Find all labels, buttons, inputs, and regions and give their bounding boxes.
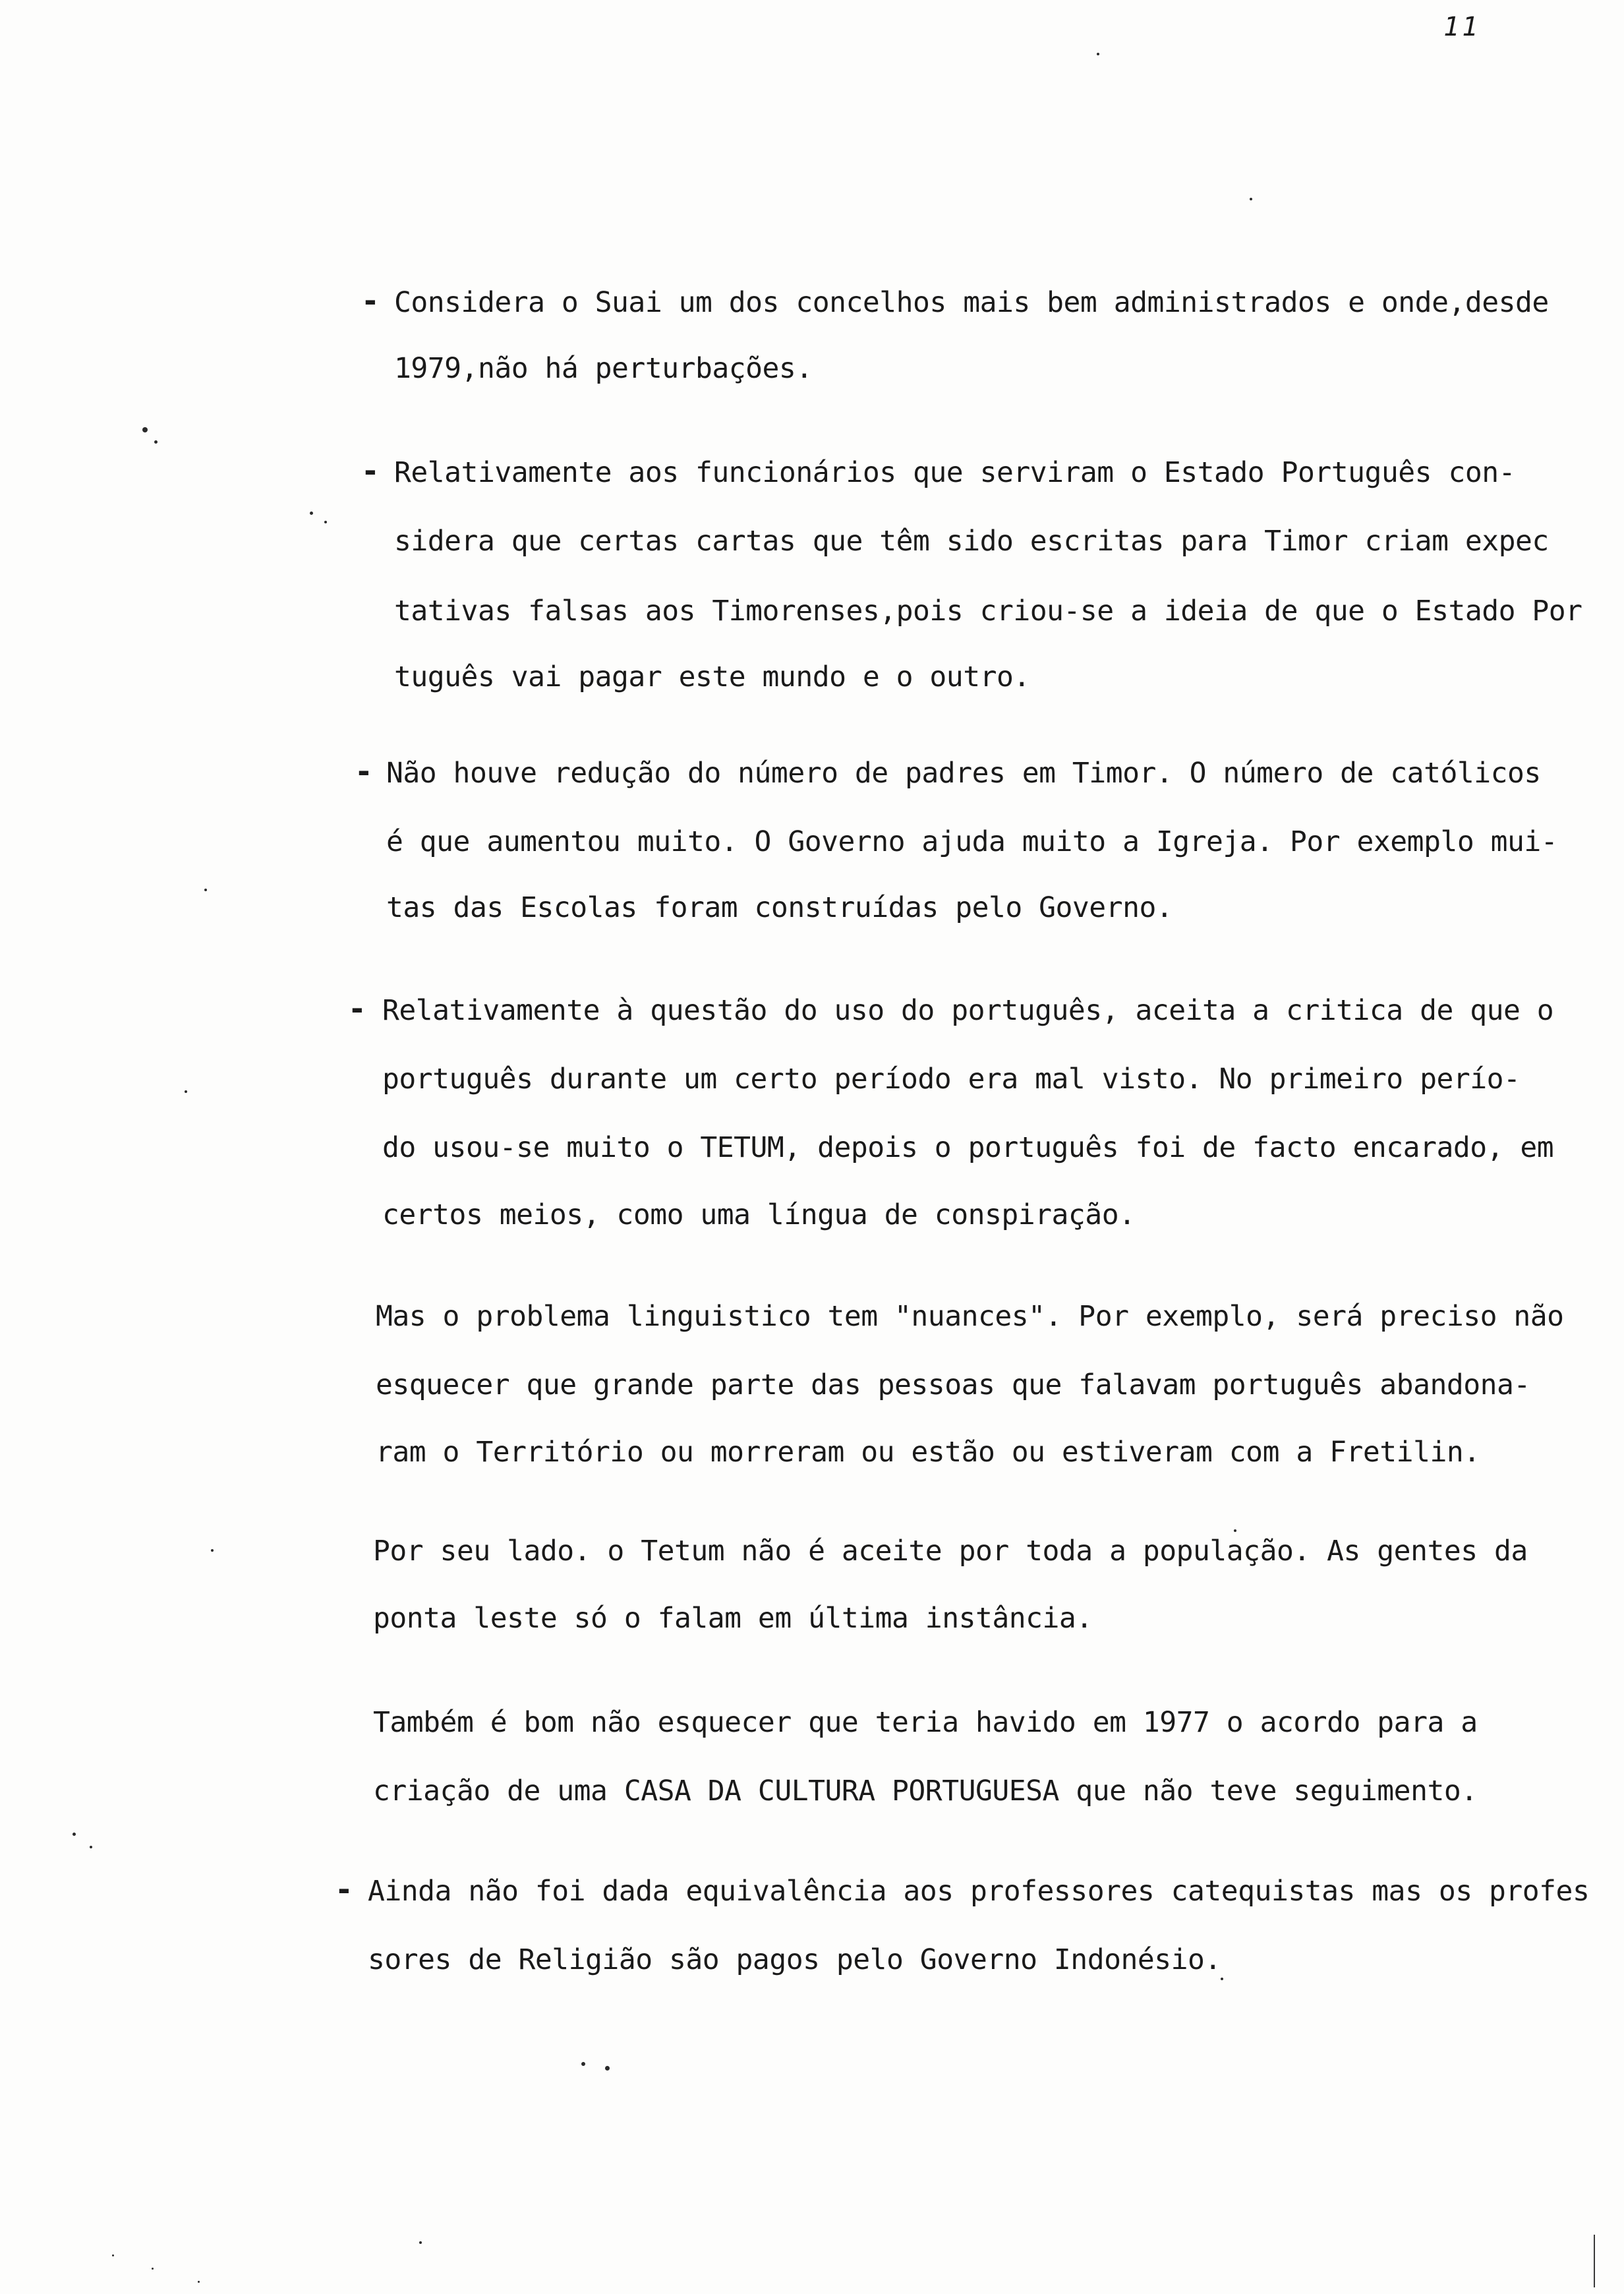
text-line: Relativamente aos funcionários que serviram o Estado Português con- <box>394 456 1516 489</box>
text-line: Relativamente à questão do uso do português, aceita a critica de que o <box>382 994 1554 1027</box>
scan-speck <box>1250 198 1252 200</box>
text-line: esquecer que grande parte das pessoas que falavam português abandona- <box>376 1368 1530 1401</box>
scan-speck <box>152 2268 154 2270</box>
scan-speck <box>211 1549 214 1552</box>
text-line: tativas falsas aos Timorenses,pois criou-se a ideia de que o Estado Por <box>394 595 1582 628</box>
scan-speck <box>605 2066 610 2071</box>
text-line: Considera o Suai um dos concelhos mais bem administrados e onde,desde <box>394 286 1549 319</box>
bullet-dash: - <box>335 1871 353 1907</box>
scan-speck <box>324 521 327 523</box>
text-line: Não houve redução do número de padres em Timor. O número de católicos <box>386 757 1541 790</box>
text-line: Por seu lado. o Tetum não é aceite por toda a população. As gentes da <box>373 1535 1528 1568</box>
scan-edge-line <box>1594 2235 1595 2287</box>
scan-speck <box>310 512 313 515</box>
text-line: é que aumentou muito. O Governo ajuda muito a Igreja. Por exemplo mui- <box>386 825 1558 858</box>
page-number: 11 <box>1443 12 1481 42</box>
scan-speck <box>90 1846 92 1848</box>
bullet-dash: - <box>348 991 366 1026</box>
scan-speck <box>581 2062 585 2066</box>
scan-speck <box>419 2241 422 2244</box>
text-line: Mas o problema linguistico tem "nuances". Por exemplo, será preciso não <box>376 1300 1564 1333</box>
text-line: tas das Escolas foram construídas pelo Governo. <box>386 891 1173 924</box>
scan-speck <box>72 1833 76 1836</box>
scan-speck <box>204 889 207 891</box>
text-line: do usou-se muito o TETUM, depois o português foi de facto encarado, em <box>382 1131 1554 1164</box>
text-line: ponta leste só o falam em última instância. <box>373 1602 1093 1635</box>
text-line: ram o Território ou morreram ou estão ou estiveram com a Fretilin. <box>376 1436 1480 1469</box>
text-line: português durante um certo período era mal visto. No primeiro perío- <box>382 1063 1521 1096</box>
scan-speck <box>1234 1529 1236 1532</box>
text-line: criação de uma CASA DA CULTURA PORTUGUESA que não teve seguimento. <box>373 1775 1478 1808</box>
text-line: certos meios, como uma língua de conspiração. <box>382 1198 1136 1231</box>
scan-speck <box>112 2254 114 2256</box>
text-line: sidera que certas cartas que têm sido escritas para Timor criam expec <box>394 525 1549 558</box>
scan-speck <box>142 427 148 432</box>
bullet-dash: - <box>361 283 380 318</box>
text-line: 1979,não há perturbações. <box>394 352 813 385</box>
text-line: Também é bom não esquecer que teria havido em 1977 o acordo para a <box>373 1706 1478 1739</box>
scan-speck <box>154 440 158 444</box>
text-line: sores de Religião são pagos pelo Governo Indonésio. <box>368 1943 1221 1976</box>
scan-speck <box>185 1090 187 1093</box>
scan-speck <box>1097 53 1099 55</box>
text-line: tuguês vai pagar este mundo e o outro. <box>394 661 1030 693</box>
scan-speck <box>198 2281 200 2283</box>
text-line: Ainda não foi dada equivalência aos professores catequistas mas os profes <box>368 1875 1590 1908</box>
bullet-dash: - <box>355 753 373 789</box>
scan-speck <box>1221 1978 1223 1980</box>
bullet-dash: - <box>361 453 380 488</box>
